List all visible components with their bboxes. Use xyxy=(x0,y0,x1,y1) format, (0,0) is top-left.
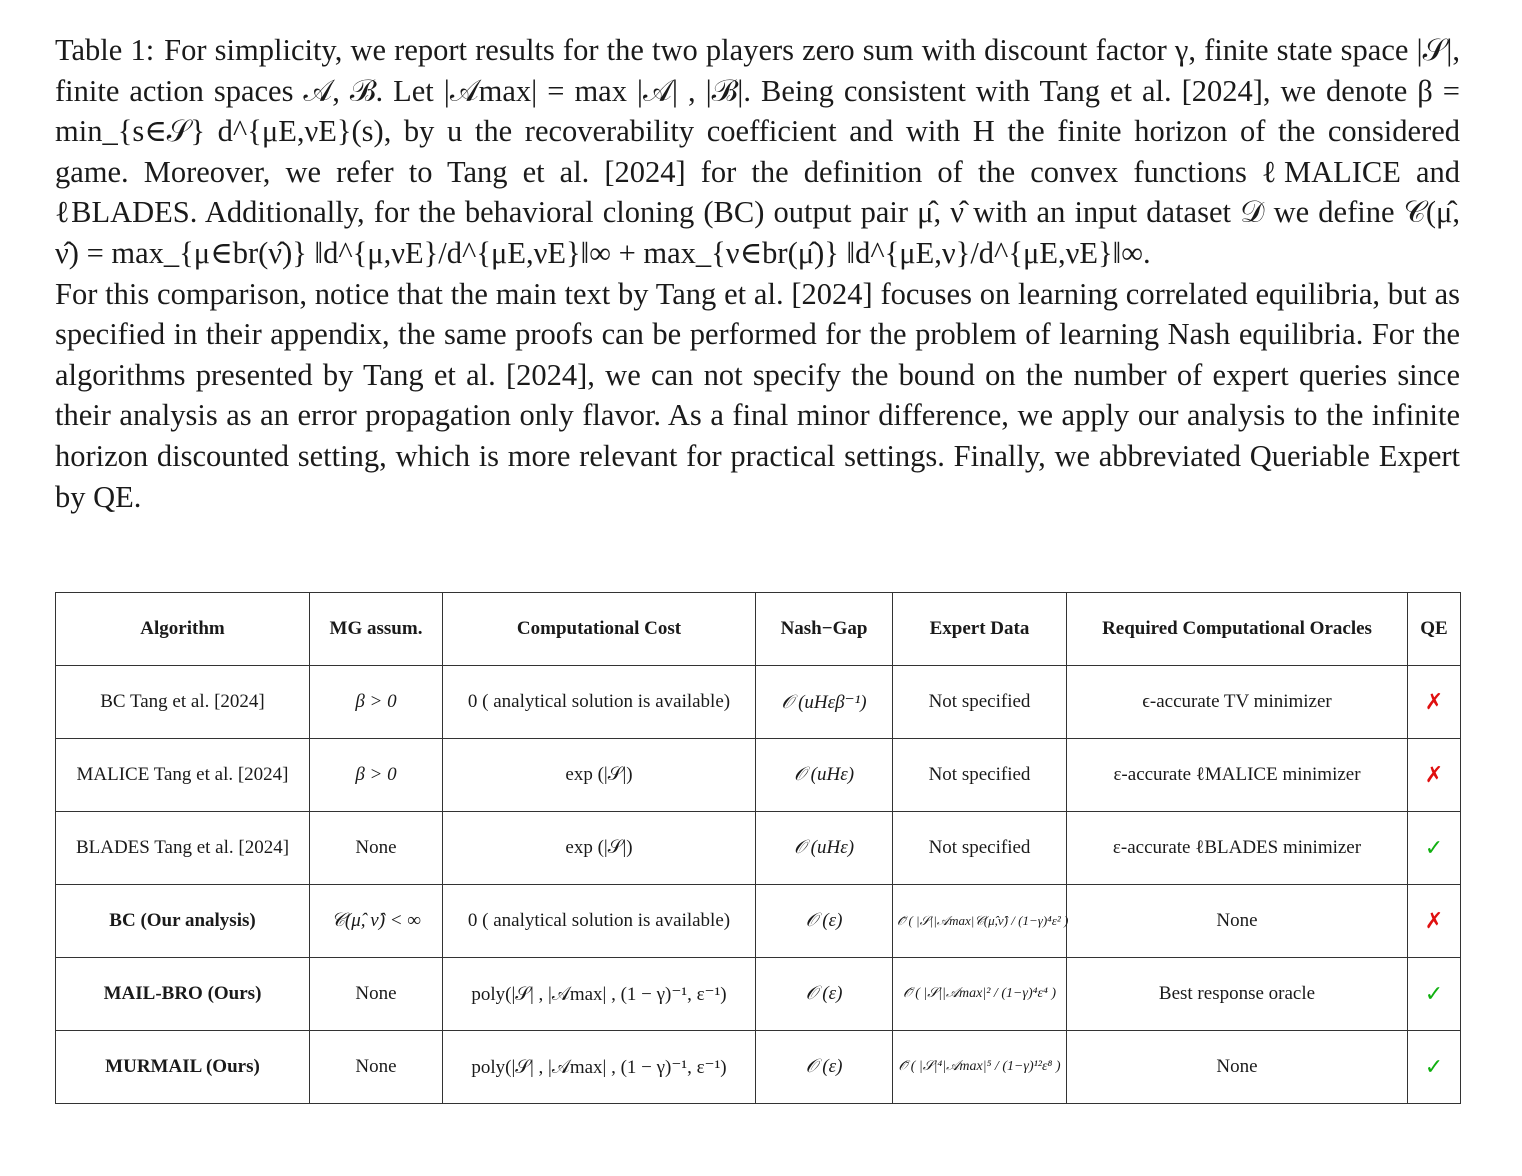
cell-data: 𝒪̃ ( |𝒮|⁴|𝒜max|⁵ / (1−γ)¹²ε⁸ ) xyxy=(893,1031,1067,1104)
cell-oracles: None xyxy=(1067,885,1408,958)
table-row xyxy=(56,885,1461,958)
table-row xyxy=(56,666,1461,739)
cell-algorithm: MALICE Tang et al. [2024] xyxy=(56,739,310,812)
cell-oracles: Best response oracle xyxy=(1067,958,1408,1031)
cell-assum: 𝒞(μ̂, ν̂) < ∞ xyxy=(310,885,443,958)
header-computational-cost: Computational Cost xyxy=(443,593,756,666)
cell-assum: None xyxy=(310,958,443,1031)
header-algorithm: Algorithm xyxy=(56,593,310,666)
check-icon: ✓ xyxy=(1408,958,1461,1031)
results-table xyxy=(55,592,1461,1104)
cell-oracles: ε-accurate ℓMALICE minimizer xyxy=(1067,739,1408,812)
caption-paragraph-1 xyxy=(55,30,1460,274)
cell-cost: exp (|𝒮|) xyxy=(443,812,756,885)
table-row xyxy=(56,1031,1461,1104)
caption-paragraph-2: For this comparison, notice that the main text by Tang et al. [2024] focuses on learning correlated equilibria, but as specified in their appendix, the same proofs can be performed for the problem of learning Nash equilibria. For the algorithms presented by Tang et al. [2024], we can not specify the bound on the number of expert queries since their analysis as an error propagation only flavor. As a final minor difference, we apply our analysis to the infinite horizon discounted setting, which is more relevant for practical settings. Finally, we abbreviated Queriable Expert by QE. xyxy=(55,276,1460,514)
caption-label: Table 1: xyxy=(55,33,155,67)
cell-gap: 𝒪 (uHεβ⁻¹) xyxy=(756,666,893,739)
cell-oracles: None xyxy=(1067,1031,1408,1104)
cell-oracles: ϵ-accurate TV minimizer xyxy=(1067,666,1408,739)
cell-gap: 𝒪 (ε) xyxy=(756,958,893,1031)
cell-assum: β > 0 xyxy=(310,739,443,812)
cell-cost: 0 ( analytical solution is available) xyxy=(443,666,756,739)
cell-data: Not specified xyxy=(893,739,1067,812)
cell-algorithm: BLADES Tang et al. [2024] xyxy=(56,812,310,885)
cross-icon: ✗ xyxy=(1408,666,1461,739)
cell-gap: 𝒪 (ε) xyxy=(756,1031,893,1104)
cell-assum: β > 0 xyxy=(310,666,443,739)
cell-algorithm: BC Tang et al. [2024] xyxy=(56,666,310,739)
table-header-row xyxy=(56,593,1461,666)
header-nash-gap: Nash−Gap xyxy=(756,593,893,666)
header-expert-data: Expert Data xyxy=(893,593,1067,666)
table-row xyxy=(56,739,1461,812)
cross-icon: ✗ xyxy=(1408,739,1461,812)
header-qe: QE xyxy=(1408,593,1461,666)
cell-algorithm: BC (Our analysis) xyxy=(56,885,310,958)
cell-data: 𝒪̃ ( |𝒮||𝒜max|² / (1−γ)⁴ε⁴ ) xyxy=(893,958,1067,1031)
header-oracles: Required Computational Oracles xyxy=(1067,593,1408,666)
check-icon: ✓ xyxy=(1408,812,1461,885)
cell-assum: None xyxy=(310,1031,443,1104)
cell-algorithm: MAIL-BRO (Ours) xyxy=(56,958,310,1031)
table-row xyxy=(56,958,1461,1031)
cell-data: 𝒪̃ ( |𝒮||𝒜max|𝒞(μ̂,ν̂) / (1−γ)⁴ε² ) xyxy=(893,885,1067,958)
table-row xyxy=(56,812,1461,885)
cross-icon: ✗ xyxy=(1408,885,1461,958)
table-caption xyxy=(55,30,1460,517)
cell-data: Not specified xyxy=(893,812,1067,885)
caption-text-1: For simplicity, we report results for the two players zero sum with discount factor γ, finite state space |𝒮|, finite action spaces 𝒜, ℬ. Let |𝒜max| = max |𝒜| , |ℬ|. Being consistent with Tang et al. [2024], we denote β = min_{s∈𝒮} d^{μE,νE}(s), by u the recoverability coefficient and with H the finite horizon of the considered game. Moreover, we refer to Tang et al. [2024] for the definition of the convex functions ℓMALICE and ℓBLADES. Additionally, for the behavioral cloning (BC) output pair μ̂, ν̂ with an input dataset 𝒟 we define 𝒞(μ̂, ν̂) = max_{μ∈br(ν̂)} ‖d^{μ,νE}/d^{μE,νE}‖∞ + max_{ν∈br(μ̂)} ‖d^{μE,ν}/d^{μE,νE}‖∞. xyxy=(55,33,1460,270)
cell-oracles: ε-accurate ℓBLADES minimizer xyxy=(1067,812,1408,885)
check-icon: ✓ xyxy=(1408,1031,1461,1104)
cell-cost: poly(|𝒮| , |𝒜max| , (1 − γ)⁻¹, ε⁻¹) xyxy=(443,958,756,1031)
cell-algorithm: MURMAIL (Ours) xyxy=(56,1031,310,1104)
cell-gap: 𝒪 (uHε) xyxy=(756,739,893,812)
cell-cost: 0 ( analytical solution is available) xyxy=(443,885,756,958)
cell-assum: None xyxy=(310,812,443,885)
cell-gap: 𝒪 (uHε) xyxy=(756,812,893,885)
cell-cost: exp (|𝒮|) xyxy=(443,739,756,812)
cell-cost: poly(|𝒮| , |𝒜max| , (1 − γ)⁻¹, ε⁻¹) xyxy=(443,1031,756,1104)
cell-data: Not specified xyxy=(893,666,1067,739)
cell-gap: 𝒪 (ε) xyxy=(756,885,893,958)
header-mg-assum: MG assum. xyxy=(310,593,443,666)
